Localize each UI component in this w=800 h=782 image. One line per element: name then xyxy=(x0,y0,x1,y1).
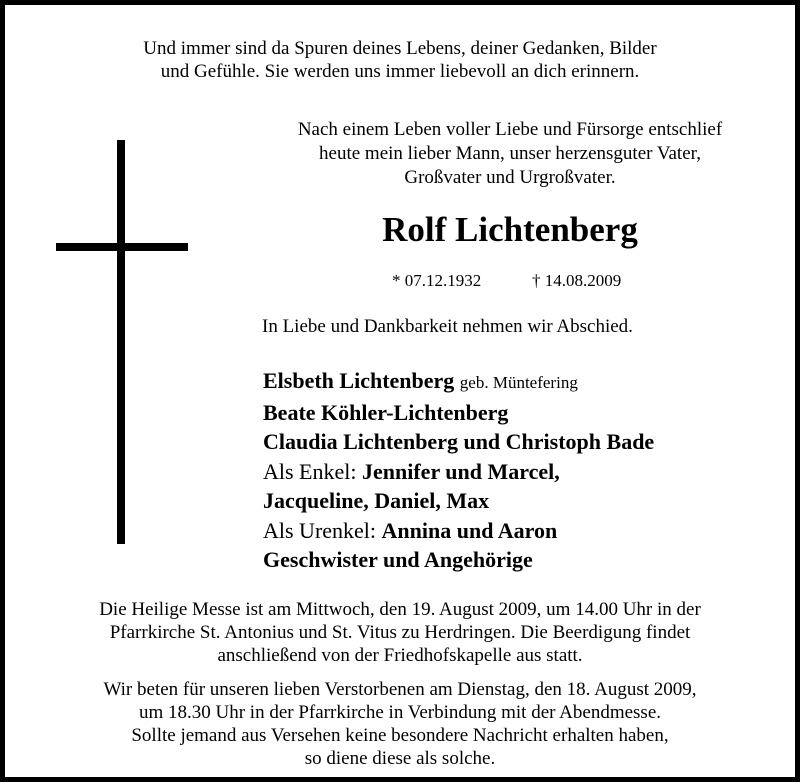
prayer-line: so diene diese als solche. xyxy=(304,748,496,769)
prayer-line: um 18.30 Uhr in der Pfarrkirche in Verbindung mit der Abendmesse. xyxy=(138,702,662,723)
prayer-info xyxy=(30,678,770,770)
farewell-line: In Liebe und Dankbarkeit nehmen wir Abschied. xyxy=(262,316,633,337)
intro-line: Großvater und Urgroßvater. xyxy=(404,167,616,188)
death-date: † 14.08.2009 xyxy=(532,271,622,290)
mass-line: anschließend von der Friedhofskapelle aus statt. xyxy=(217,645,583,666)
mourner-grandchildren xyxy=(263,457,783,487)
prayer-line: Sollte jemand aus Versehen keine besondere Nachricht erhalten haben, xyxy=(131,725,669,746)
cross-icon-vertical-bar xyxy=(117,140,125,544)
great-grandchildren-label: Als Urenkel: xyxy=(263,517,377,543)
grandchildren-names: Jennifer und Marcel, xyxy=(362,458,560,484)
great-grandchildren-names: Annina und Aaron xyxy=(381,517,558,543)
death-announcement-text xyxy=(255,118,765,190)
wife-maiden-name: geb. Müntefering xyxy=(459,373,578,392)
prayer-line: Wir beten für unseren lieben Verstorbenen am Dienstag, den 18. August 2009, xyxy=(103,679,697,700)
grandchildren-names-continued: Jacqueline, Daniel, Max xyxy=(263,488,490,513)
mourner-wife xyxy=(263,366,783,398)
mourners-list xyxy=(263,366,783,575)
grandchildren-label: Als Enkel: xyxy=(263,458,357,484)
mourner-daughter: Beate Köhler-Lichtenberg xyxy=(263,399,509,425)
intro-line: heute mein lieber Mann, unser herzensguter Vater, xyxy=(319,143,701,164)
mass-line: Pfarrkirche St. Antonius und St. Vitus zu Herdringen. Die Beerdigung findet xyxy=(109,622,691,643)
memorial-verse xyxy=(40,37,760,83)
intro-line: Nach einem Leben voller Liebe und Fürsorge entschlief xyxy=(297,119,723,140)
wife-name: Elsbeth Lichtenberg xyxy=(263,368,455,393)
verse-line: und Gefühle. Sie werden uns immer liebevoll an dich erinnern. xyxy=(160,61,640,82)
verse-line: Und immer sind da Spuren deines Lebens, deiner Gedanken, Bilder xyxy=(143,38,657,59)
mass-line: Die Heilige Messe ist am Mittwoch, den 19. August 2009, um 14.00 Uhr in der xyxy=(99,599,701,620)
mourner-relatives: Geschwister und Angehörige xyxy=(263,547,533,572)
birth-date: * 07.12.1932 xyxy=(392,271,482,290)
cross-icon-horizontal-bar xyxy=(56,243,188,251)
deceased-name: Rolf Lichtenberg xyxy=(382,210,638,249)
funeral-mass-info xyxy=(30,598,770,667)
mourner-great-grandchildren xyxy=(263,516,783,546)
mourner-daughter: Claudia Lichtenberg und Christoph Bade xyxy=(263,429,655,454)
